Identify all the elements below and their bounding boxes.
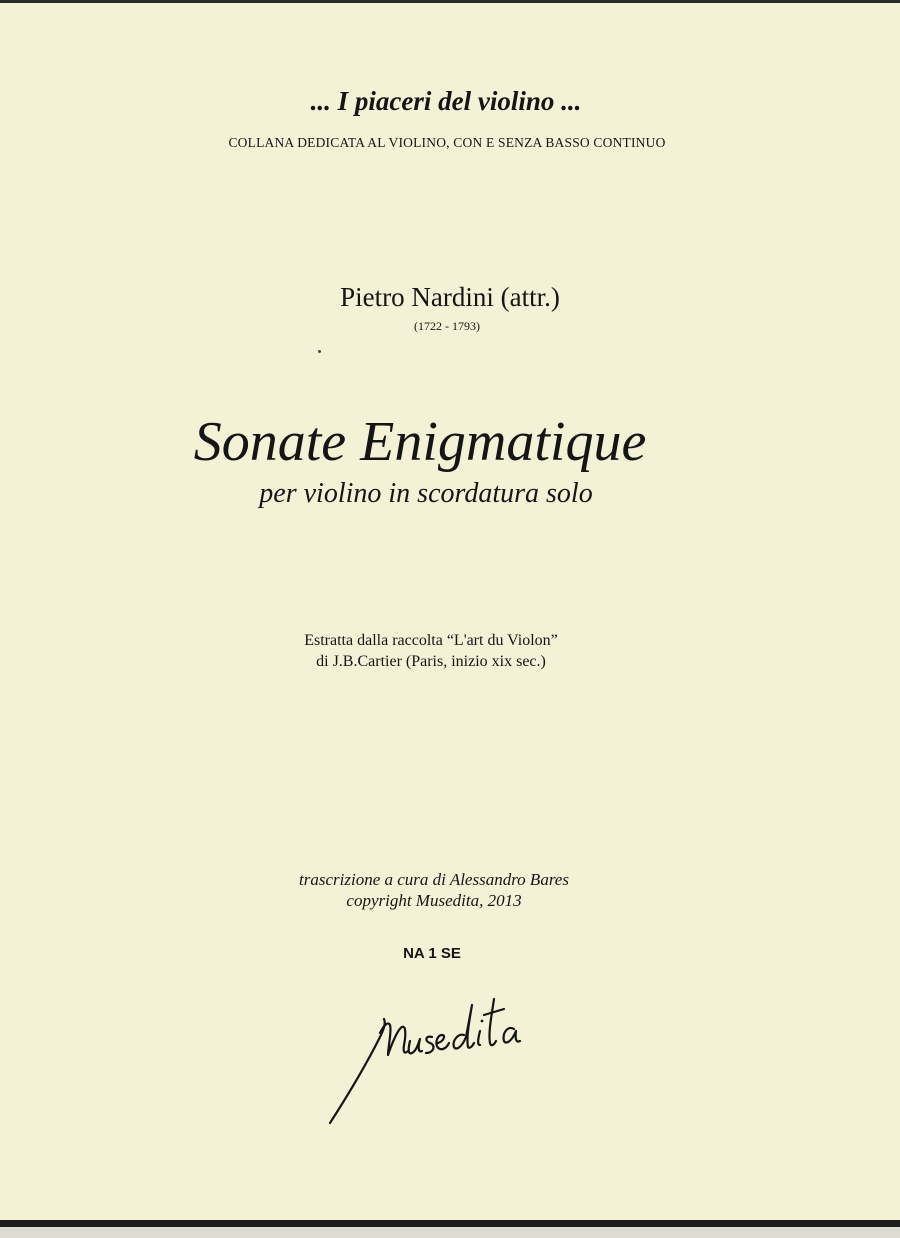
signature-t-bar: [484, 1009, 504, 1015]
page-bottom-margin: [0, 1227, 900, 1238]
page-top-edge: [0, 0, 900, 3]
paper-speck: [318, 350, 321, 353]
copyright-notice: copyright Musedita, 2013: [346, 891, 522, 910]
source-line-2: di J.B.Cartier (Paris, inizio xix sec.): [316, 653, 546, 670]
series-subtitle: COLLANA DEDICATA AL VIOLINO, CON E SENZA BASSO CONTINUO: [228, 135, 666, 150]
signature-letter-d: [454, 1005, 474, 1049]
transcription-credit: trascrizione a cura di Alessandro Bares: [299, 870, 569, 889]
signature-letter-a: [504, 1028, 520, 1043]
musedita-signature-logo: [318, 985, 558, 1135]
composer-dates: (1722 - 1793): [414, 319, 480, 333]
catalog-code: NA 1 SE: [403, 945, 461, 962]
work-subtitle: per violino in scordatura solo: [259, 478, 593, 509]
signature-letter-s: [426, 1037, 433, 1053]
signature-flourish: [330, 1019, 385, 1123]
signature-letter-t: [489, 999, 496, 1045]
page-bottom-edge: [0, 1220, 900, 1227]
signature-letter-e: [436, 1035, 449, 1049]
source-line-1: Estratta dalla raccolta “L'art du Violon”: [304, 632, 558, 649]
composer-name: Pietro Nardini (attr.): [340, 282, 560, 312]
signature-letter-i: [478, 1031, 480, 1045]
signature-letter-u: [409, 1039, 422, 1053]
series-title: ... I piaceri del violino ...: [310, 86, 582, 116]
signature-i-dot: [481, 1020, 484, 1023]
work-title: Sonate Enigmatique: [193, 411, 647, 473]
